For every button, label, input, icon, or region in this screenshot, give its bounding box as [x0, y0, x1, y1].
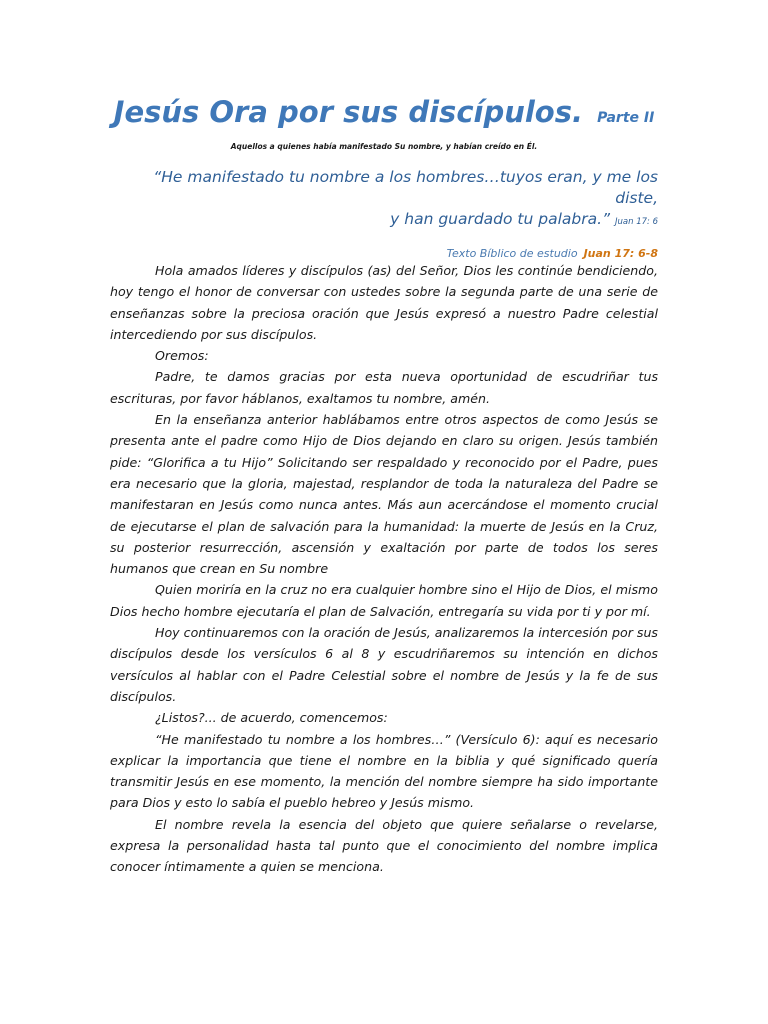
study-text-line — [110, 247, 658, 260]
paragraph-ready: ¿Listos?... de acuerdo, comencemos: — [155, 710, 388, 726]
paragraph-today: Hoy continuaremos con la oración de Jesús, analizaremos la intercesión por sus discípulos desde los versículos 6 al 8 y escudriñaremos su intención en dichos versículos al hablar con el Padre Celestial sobre el nombre de Jesús y la fe de sus discípulos. — [110, 625, 658, 704]
title-text: Jesús Ora por sus discípulos. — [113, 95, 583, 129]
paragraph-previous-lesson: En la enseñanza anterior hablábamos entre otros aspectos de como Jesús se presenta ante el padre como Hijo de Dios dejando en claro su origen. Jesús también pide: “Glorifica a tu Hijo” Solicitando ser respaldado y reconocido por el Padre, pues era necesario que la gloria, majestad, resplandor de toda la naturaleza del Padre se manifestaran en Jesús como nunca antes. Más aun acercándose el momento crucial de ejecutarse el plan de salvación para la humanidad: la muerte de Jesús en la Cruz, su posterior resurrección, ascensión y exaltación por parte de todos los seres humanos que crean en Su nombre — [110, 412, 658, 577]
paragraph-verse-6: “He manifestado tu nombre a los hombres…” (Versículo 6): aquí es necesario explicar la importancia que tiene el nombre en la biblia y qué significado quería transmitir Jesús en ese momento, la mención del nombre siempre ha sido importante para Dios y esto lo sabía el pueblo hebreo y Jesús mismo. — [110, 731, 658, 811]
paragraph-prayer: Padre, te damos gracias por esta nueva oportunidad de escudriñar tus escrituras, por favor háblanos, exaltamos tu nombre, amén. — [110, 369, 658, 406]
paragraph-oremos: Oremos: — [155, 348, 209, 364]
paragraph-greeting: Hola amados líderes y discípulos (as) del Señor, Dios les continúe bendiciendo, hoy tengo el honor de conversar con ustedes sobre la segunda parte de una serie de enseñanzas sobre la preciosa oración que Jesús expresó a nuestro Padre celestial intercediendo por sus discípulos. — [110, 263, 658, 342]
quote-reference: Juan 17: 6 — [615, 217, 658, 227]
paragraph-son-of-god: Quien moriría en la cruz no era cualquier hombre sino el Hijo de Dios, el mismo Dios hecho hombre ejecutaría el plan de Salvación, entregaría su vida por ti y por mí. — [110, 582, 658, 619]
quote-line-1: “He manifestado tu nombre a los hombres…tuyos eran, y me los diste, — [153, 168, 658, 207]
study-label: Texto Bíblico de estudio — [446, 247, 578, 260]
quote-line-2 — [110, 209, 658, 233]
document-title — [110, 92, 658, 138]
paragraph-name-meaning: El nombre revela la esencia del objeto que quiere señalarse o revelarse, expresa la personalidad hasta tal punto que el conocimiento del nombre implica conocer íntimamente a quien se menciona. — [110, 816, 658, 875]
quote-line-2-text: y han guardado tu palabra.” — [390, 210, 611, 228]
document-page — [110, 92, 658, 878]
document-subtitle: Aquellos a quienes había manifestado Su nombre, y habían creído en Él. — [230, 142, 538, 151]
study-reference: Juan 17: 6-8 — [583, 247, 658, 260]
title-part-label: Parte II — [597, 110, 655, 126]
epigraph-quote — [110, 167, 658, 233]
